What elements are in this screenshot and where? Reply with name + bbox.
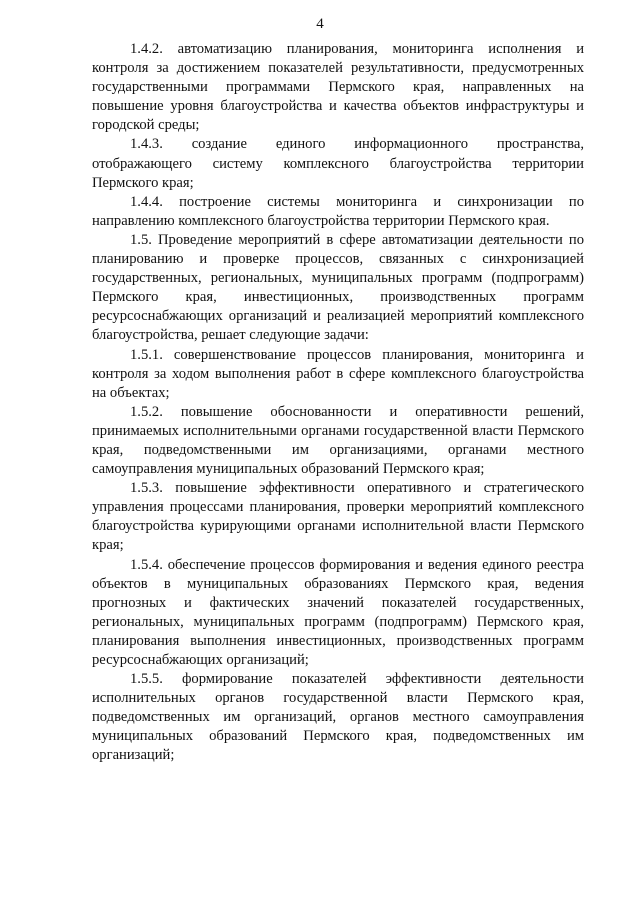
paragraph-1-5: 1.5. Проведение мероприятий в сфере автоматизации деятельности по планированию и проверке процессов, связанных с синхронизацией государственных, региональных, муниципальных программ (подпрограмм) Пермского края, инвестиционных, производственных программ ресурсоснабжающих организаций и реализацией мероприятий комплексного благоустройства, решает следующие задачи: bbox=[92, 231, 584, 344]
page-number: 4 bbox=[316, 16, 324, 32]
paragraph-1-5-4: 1.5.4. обеспечение процессов формирования и ведения единого реестра объектов в муниципальных образованиях Пермского края, ведения прогнозных и фактических значений показателей государственных, региональных, муниципальных программ (подпрограмм) Пермского края, планирования выполнения инвестиционных, производственных программ ресурсоснабжающих организаций; bbox=[92, 556, 584, 668]
paragraph-1-5-2: 1.5.2. повышение обоснованности и оперативности решений, принимаемых исполнительными органами государственной власти Пермского края, подведомственными им организациями, органами местного самоуправления муниципальных образований Пермского края; bbox=[92, 403, 584, 478]
document-body bbox=[92, 40, 584, 766]
paragraph-1-5-5: 1.5.5. формирование показателей эффективности деятельности исполнительных органов государственной власти Пермского края, подведомственных им организаций, органов местного самоуправления муниципальных образований Пермского края, подведомственных им организаций; bbox=[92, 671, 584, 764]
paragraph-1-5-1: 1.5.1. совершенствование процессов планирования, мониторинга и контроля за ходом выполнения работ в сфере комплексного благоустройства на объектах; bbox=[92, 346, 584, 401]
paragraph-1-4-2: 1.4.2. автоматизацию планирования, мониторинга исполнения и контроля за достижением показателей результативности, предусмотренных государственными программами Пермского края, направленных на повышение уровня благоустройства и качества объектов инфраструктуры и городской среды; bbox=[92, 41, 584, 134]
paragraph-1-5-3: 1.5.3. повышение эффективности оперативного и стратегического управления процессами планирования, проверки мероприятий комплексного благоустройства курирующими органами исполнительной власти Пермского края; bbox=[92, 480, 584, 554]
paragraph-1-4-4: 1.4.4. построение системы мониторинга и синхронизации по направлению комплексного благоустройства территории Пермского края. bbox=[92, 193, 584, 229]
paragraph-1-4-3: 1.4.3. создание единого информационного пространства, отображающего систему комплексного благоустройства территории Пермского края; bbox=[92, 136, 584, 191]
